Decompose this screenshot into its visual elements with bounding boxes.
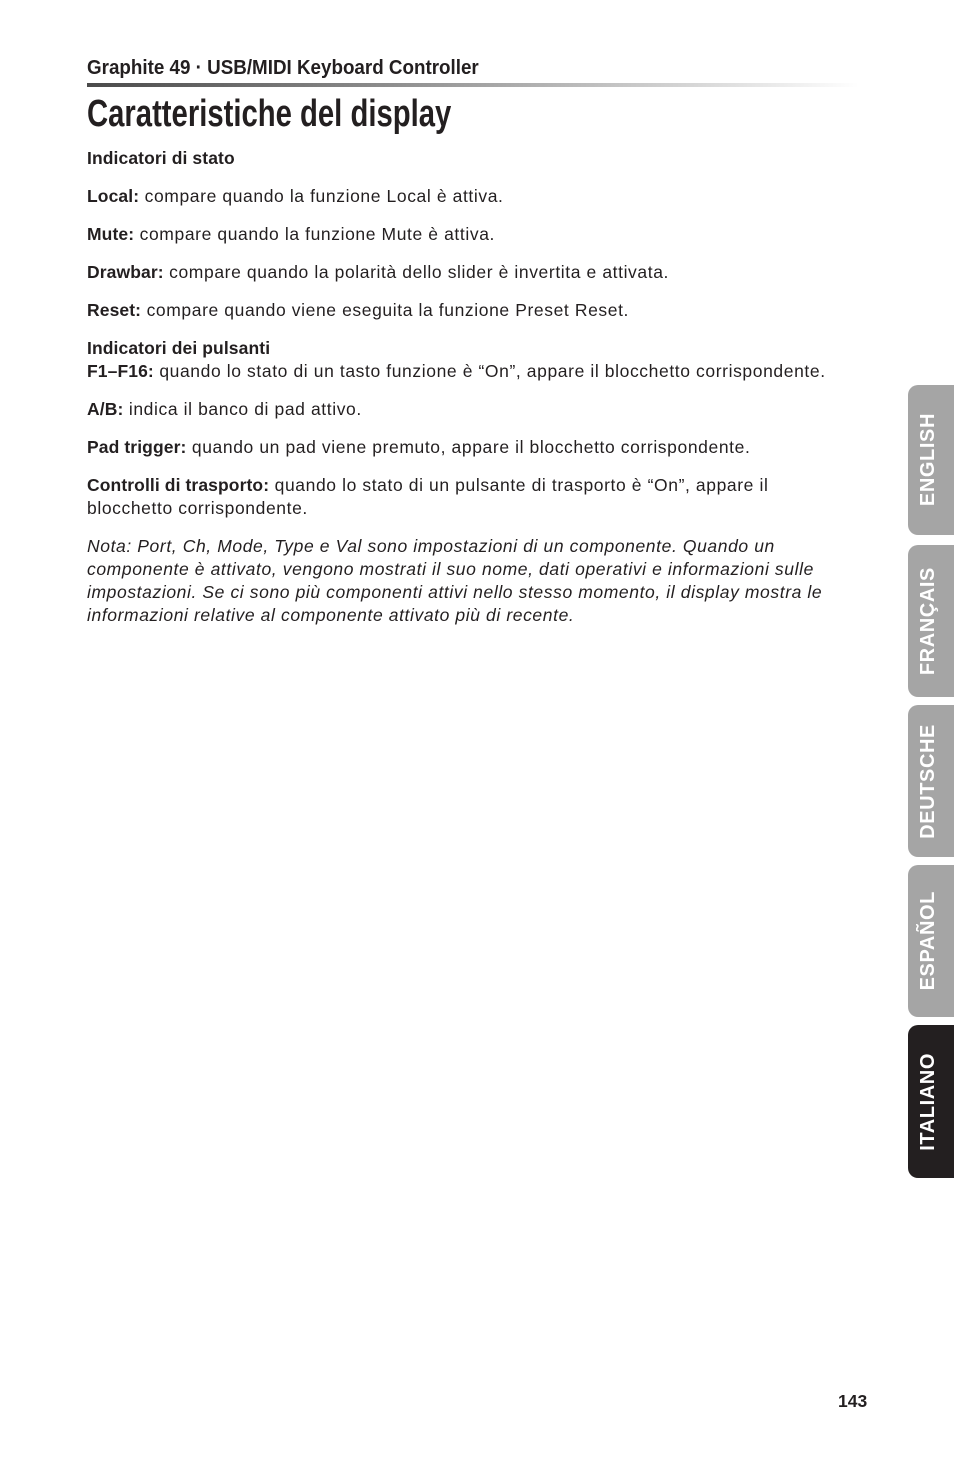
description-local: compare quando la funzione Local è attiva.	[144, 185, 504, 206]
language-tab-label: DEUTSCHE	[916, 723, 939, 839]
page-body	[87, 147, 847, 642]
language-tab-label: ITALIANO	[916, 1052, 939, 1151]
note-line: Nota: Port, Ch, Mode, Type e Val sono impostazioni di un componente. Quando un	[87, 535, 775, 556]
language-tab-english	[908, 385, 954, 535]
term-local: Local:	[87, 185, 140, 206]
header-rule	[87, 83, 859, 87]
term-mute: Mute:	[87, 223, 135, 244]
definition-drawbar	[87, 261, 847, 284]
language-tab-label: FRANÇAIS	[916, 566, 939, 676]
description-drawbar: compare quando la polarità dello slider è invertita e attivata.	[169, 261, 669, 282]
language-tab-label: ESPAÑOL	[916, 891, 939, 991]
definition-reset	[87, 299, 847, 322]
note-line: componente è attivato, vengono mostrati il suo nome, dati operativi e informazioni sulle	[87, 558, 814, 579]
definition-ab	[87, 398, 847, 421]
description-ab: indica il banco di pad attivo.	[128, 398, 362, 419]
term-transport-controls: Controlli di trasporto:	[87, 474, 270, 495]
term-ab: A/B:	[87, 398, 124, 419]
language-tab-label: ENGLISH	[916, 413, 939, 507]
definition-pad-trigger	[87, 436, 847, 459]
section-heading-buttons: Indicatori dei pulsanti	[87, 337, 271, 358]
description-mute: compare quando la funzione Mute è attiva.	[139, 223, 495, 244]
note-line: informazioni relative al componente attivato più di recente.	[87, 604, 575, 625]
description-pad-trigger: quando un pad viene premuto, appare il blocchetto corrispondente.	[191, 436, 751, 457]
term-reset: Reset:	[87, 299, 142, 320]
language-tab-espanol	[908, 865, 954, 1017]
description-function-keys: quando lo stato di un tasto funzione è “On”, appare il blocchetto corrispondente.	[159, 360, 826, 381]
note-line: impostazioni. Se ci sono più componenti attivi nello stesso momento, il display mostra le	[87, 581, 823, 602]
page-number: 143	[838, 1391, 868, 1411]
running-header: Graphite 49 · USB/MIDI Keyboard Controller	[87, 57, 479, 79]
term-drawbar: Drawbar:	[87, 261, 164, 282]
definition-transport-controls	[87, 474, 847, 520]
description-transport-controls: quando lo stato di un pulsante di trasporto è “On”, appare il blocchetto corrispondente.	[87, 474, 769, 518]
definition-function-keys	[87, 360, 847, 383]
language-tab-deutsche	[908, 705, 954, 857]
definition-mute	[87, 223, 847, 246]
definition-local	[87, 185, 847, 208]
section-heading-status: Indicatori di stato	[87, 147, 235, 168]
language-tab-italiano	[908, 1025, 954, 1178]
note-paragraph	[87, 535, 847, 627]
term-function-keys: F1–F16:	[87, 360, 154, 381]
language-tab-francais	[908, 545, 954, 697]
page-title: Caratteristiche del display	[87, 93, 452, 135]
description-reset: compare quando viene eseguita la funzione Preset Reset.	[146, 299, 630, 320]
term-pad-trigger: Pad trigger:	[87, 436, 187, 457]
